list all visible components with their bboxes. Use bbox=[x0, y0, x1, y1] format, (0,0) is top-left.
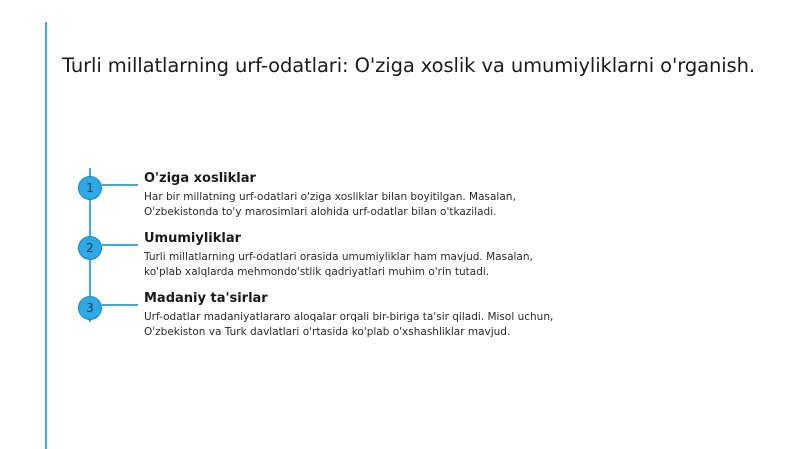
timeline-item-text: Har bir millatning urf-odatlari o'ziga xosliklar bilan boyitilgan. Masalan, O'zbekistonda to'y marosimlari alohida urf-odatlar bilan o'tkaziladi. bbox=[144, 191, 516, 218]
left-accent-rule bbox=[45, 22, 47, 449]
timeline-item-2 bbox=[144, 231, 564, 279]
timeline-node-number: 1 bbox=[86, 181, 94, 195]
timeline-node-1 bbox=[78, 176, 102, 200]
timeline-item-heading: O'ziga xosliklar bbox=[144, 171, 256, 186]
timeline-item-text: Turli millatlarning urf-odatlari orasida umumiyliklar ham mavjud. Masalan, ko'plab xalqlarda mehmondo'stlik qadriyatlari muhim o'rin tutadi. bbox=[144, 251, 533, 278]
timeline-item-3 bbox=[144, 291, 564, 339]
timeline-node-number: 3 bbox=[86, 301, 94, 315]
timeline-connector-1 bbox=[102, 184, 138, 186]
slide-title: Turli millatlarning urf-odatlari: O'ziga xoslik va umumiyliklarni o'rganish. bbox=[62, 54, 755, 77]
timeline-connector-2 bbox=[102, 244, 138, 246]
timeline-node-number: 2 bbox=[86, 241, 94, 255]
timeline-item-text: Urf-odatlar madaniyatlararo aloqalar orqali bir-biriga ta'sir qiladi. Misol uchun, O'zbekiston va Turk davlatlari o'rtasida ko'plab o'xshashliklar mavjud. bbox=[144, 311, 554, 338]
timeline-node-2 bbox=[78, 236, 102, 260]
timeline-connector-3 bbox=[102, 304, 138, 306]
timeline-node-3 bbox=[78, 296, 102, 320]
timeline-item-heading: Madaniy ta'sirlar bbox=[144, 291, 268, 306]
timeline-item-heading: Umumiyliklar bbox=[144, 231, 242, 246]
timeline-item-1 bbox=[144, 171, 564, 219]
